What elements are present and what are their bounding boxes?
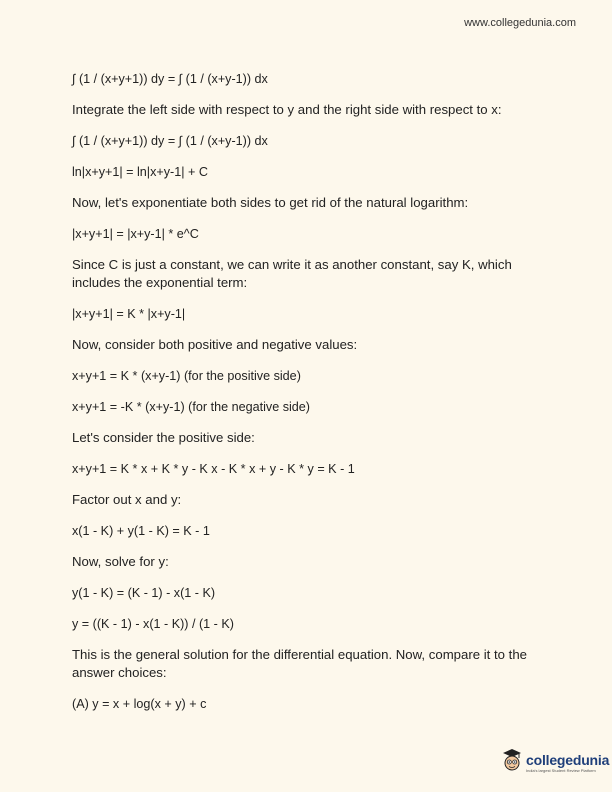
graduate-mascot-icon bbox=[500, 746, 524, 779]
site-url[interactable]: www.collegedunia.com bbox=[464, 17, 576, 29]
equation-line: ln|x+y+1| = ln|x+y-1| + C bbox=[72, 165, 208, 179]
equation-line: |x+y+1| = |x+y-1| * e^C bbox=[72, 227, 199, 241]
text-line: Now, solve for y: bbox=[72, 554, 169, 569]
equation-line: ∫ (1 / (x+y+1)) dy = ∫ (1 / (x+y-1)) dx bbox=[72, 134, 268, 148]
answer-choice: (A) y = x + log(x + y) + c bbox=[72, 697, 207, 711]
text-line: Now, consider both positive and negative values: bbox=[72, 337, 358, 352]
text-line: Since C is just a constant, we can write it as another constant, say K, which includes the exponential term: bbox=[72, 257, 512, 290]
text-line: Let's consider the positive side: bbox=[72, 430, 255, 445]
text-line: Factor out x and y: bbox=[72, 492, 182, 507]
equation-line: |x+y+1| = K * |x+y-1| bbox=[72, 307, 186, 321]
equation-line: x+y+1 = K * x + K * y - K x - K * x + y - K * y = K - 1 bbox=[72, 462, 355, 476]
equation-line: ∫ (1 / (x+y+1)) dy = ∫ (1 / (x+y-1)) dx bbox=[72, 72, 268, 86]
equation-line: y = ((K - 1) - x(1 - K)) / (1 - K) bbox=[72, 617, 234, 631]
logo-wordmark: collegedunia bbox=[526, 751, 610, 768]
equation-line: x(1 - K) + y(1 - K) = K - 1 bbox=[72, 524, 210, 538]
collegedunia-logo[interactable] bbox=[500, 746, 609, 779]
document-body bbox=[72, 70, 542, 726]
equation-line: x+y+1 = -K * (x+y-1) (for the negative side) bbox=[72, 400, 310, 414]
equation-line: y(1 - K) = (K - 1) - x(1 - K) bbox=[72, 586, 216, 600]
equation-line: x+y+1 = K * (x+y-1) (for the positive side) bbox=[72, 369, 301, 383]
logo-tagline: India's largest Student Review Platform bbox=[526, 767, 596, 773]
logo-text bbox=[526, 753, 609, 773]
text-line: Integrate the left side with respect to y and the right side with respect to x: bbox=[72, 102, 502, 117]
text-line: Now, let's exponentiate both sides to get rid of the natural logarithm: bbox=[72, 195, 469, 210]
text-line: This is the general solution for the differential equation. Now, compare it to the answer choices: bbox=[72, 647, 527, 680]
